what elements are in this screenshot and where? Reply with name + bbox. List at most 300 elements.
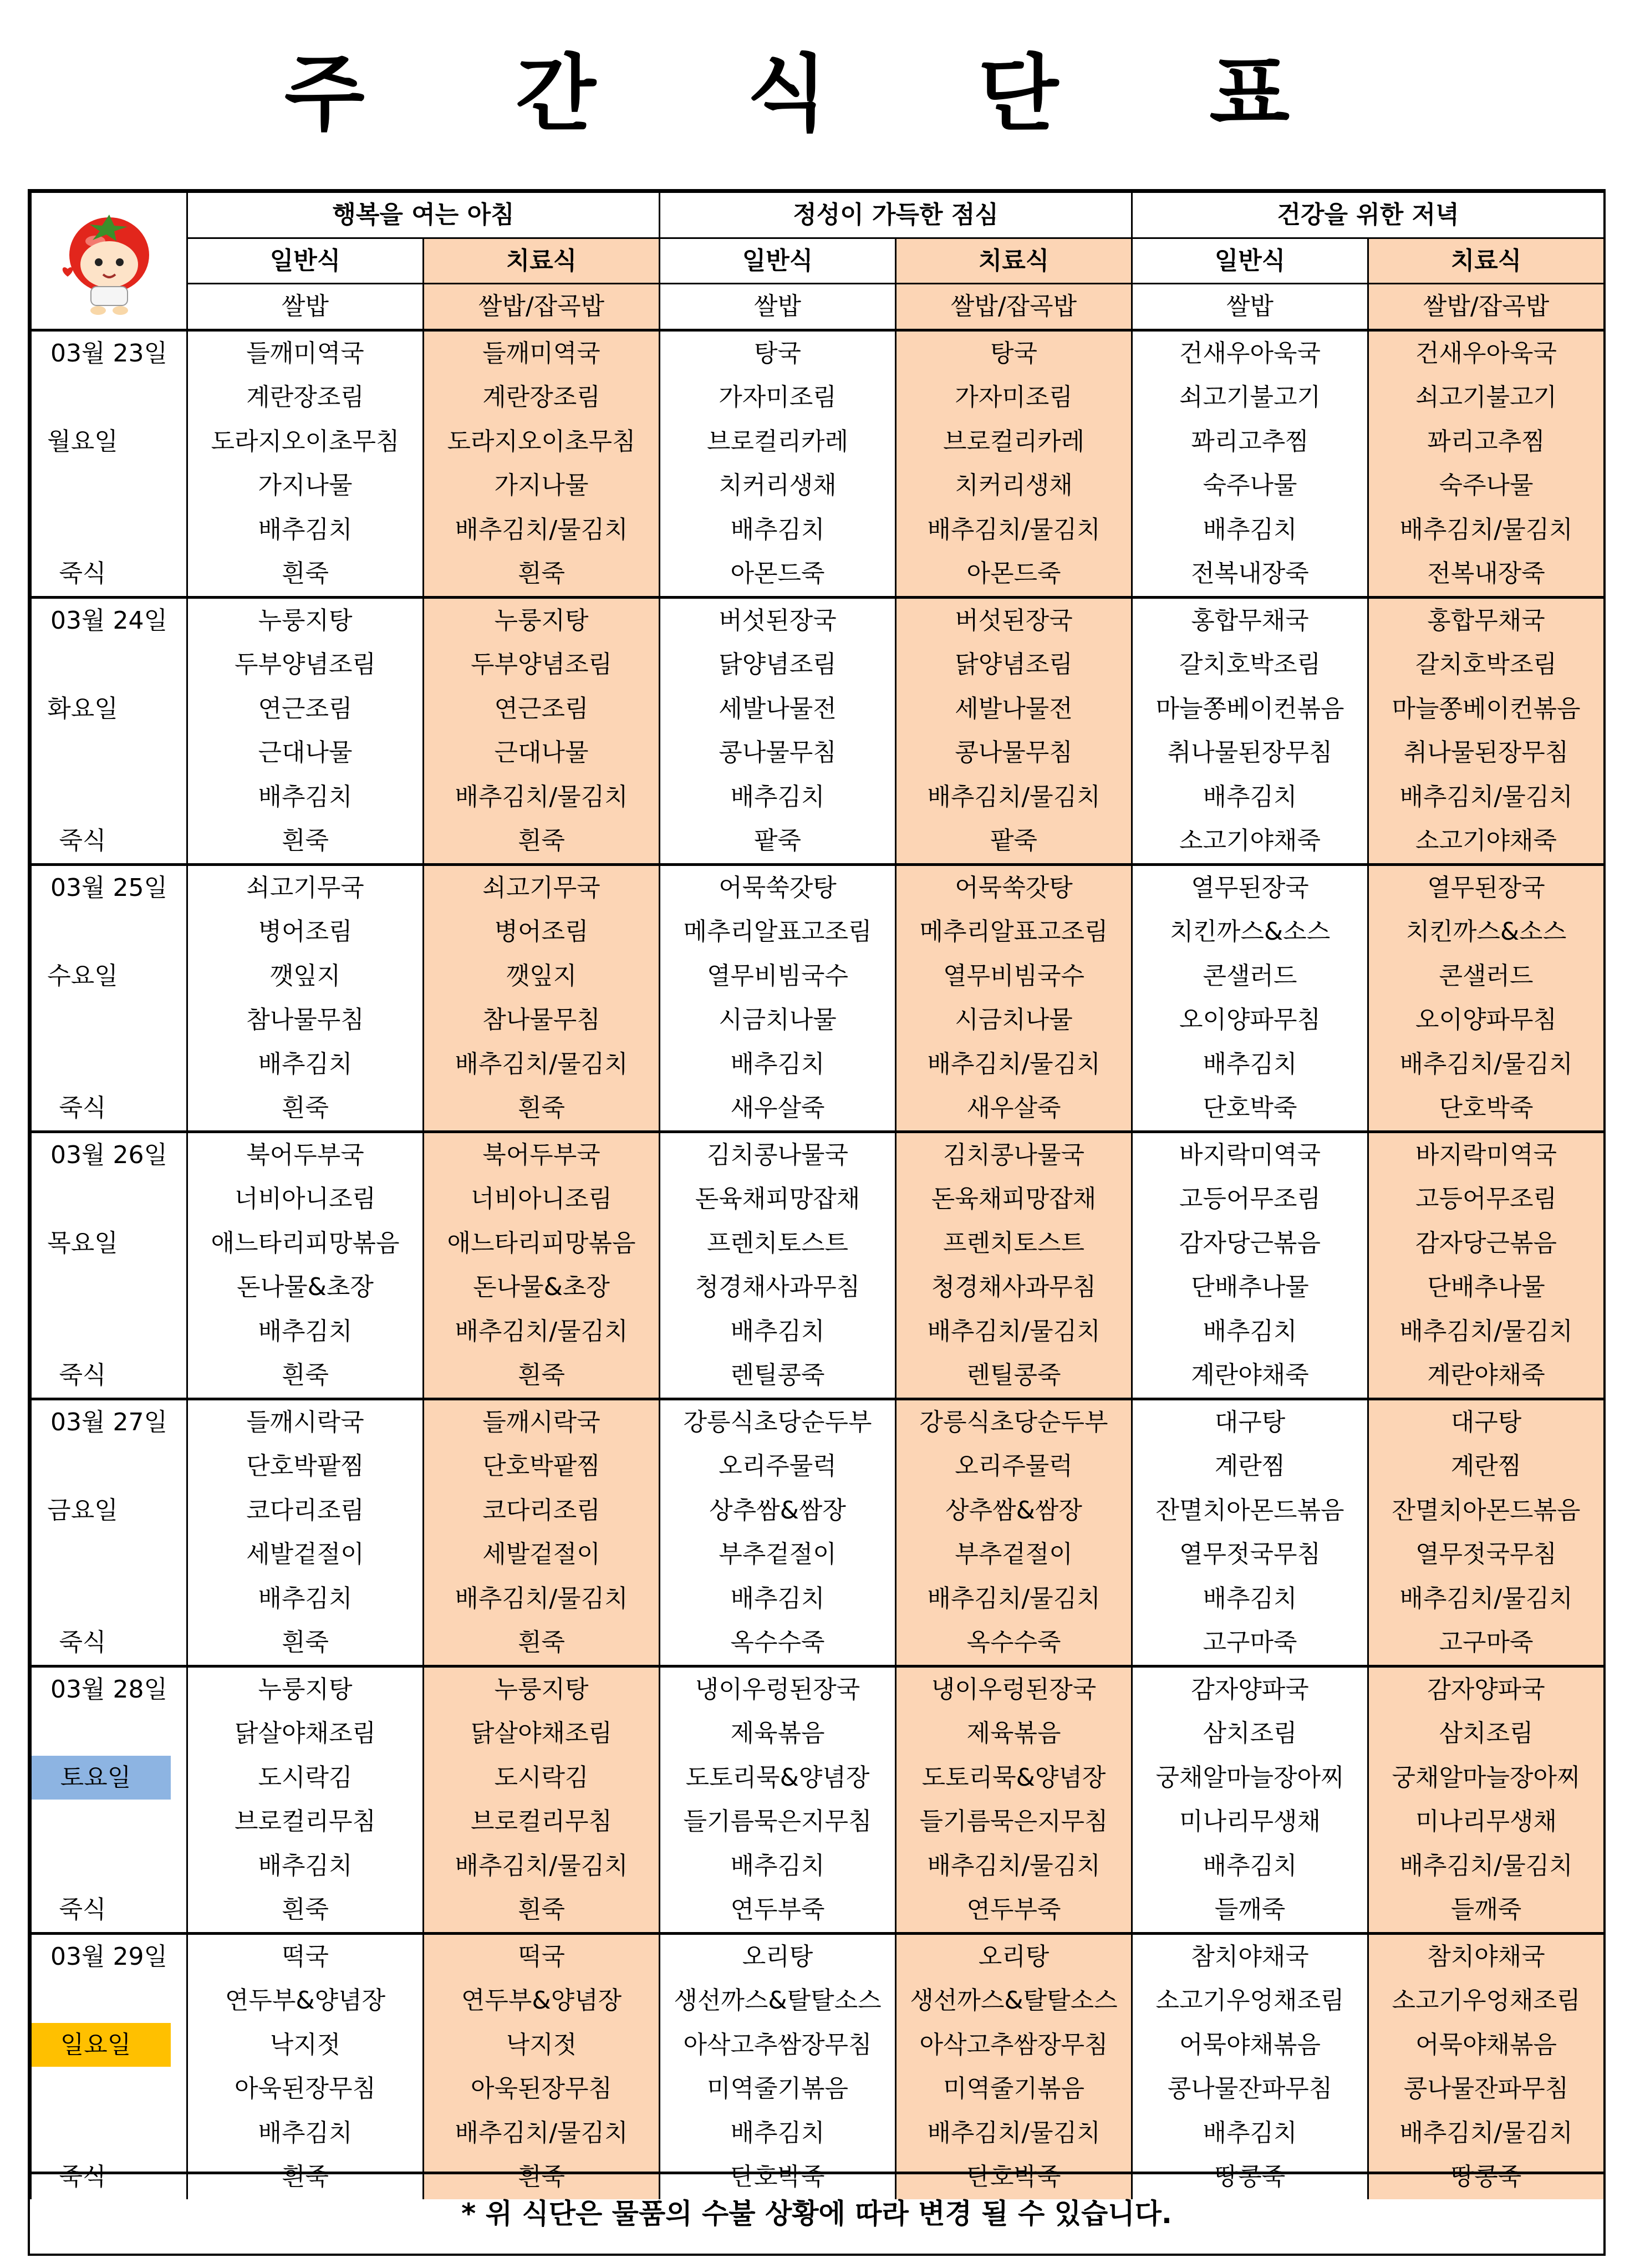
menu-item: 연두부&양념장: [424, 1979, 660, 2023]
menu-item: 두부양념조림: [187, 643, 424, 687]
menu-item: 흰죽: [424, 1620, 660, 1666]
day-label-cell: [31, 375, 187, 420]
menu-item: 도토리묵&양념장: [660, 1756, 896, 1800]
menu-item: 바지락미역국: [1132, 1132, 1368, 1177]
day-label-cell: [31, 508, 187, 552]
menu-item: 배추김치: [660, 1577, 896, 1621]
day-weekday: 목요일: [47, 1229, 118, 1257]
menu-item: 배추김치/물김치: [1368, 1042, 1605, 1087]
day-weekday: 금요일: [47, 1496, 118, 1525]
day-weekday: 토요일: [31, 1756, 171, 1800]
rice-cell: 쌀밥: [660, 284, 896, 330]
day-label-cell: [31, 954, 187, 998]
rice-cell: 쌀밥: [1132, 284, 1368, 330]
menu-item: 누룽지탕: [187, 1666, 424, 1711]
menu-item: 흰죽: [424, 2155, 660, 2199]
table-row: [31, 998, 1605, 1042]
menu-item: 북어두부국: [424, 1132, 660, 1177]
menu-item: 잔멸치아몬드볶음: [1368, 1489, 1605, 1533]
menu-item: 흰죽: [187, 1086, 424, 1132]
menu-item: 참치야채국: [1368, 1933, 1605, 1979]
menu-item: 배추김치/물김치: [1368, 775, 1605, 819]
menu-item: 배추김치/물김치: [1368, 2111, 1605, 2155]
menu-item: 도시락김: [187, 1756, 424, 1800]
menu-item: 마늘쫑베이컨볶음: [1368, 687, 1605, 731]
lunch-header: 정성이 가득한 점심: [660, 192, 1132, 238]
menu-item: 갈치호박조림: [1132, 643, 1368, 687]
menu-item: 누룽지탕: [187, 597, 424, 643]
menu-item: 배추김치/물김치: [896, 2111, 1132, 2155]
menu-item: 배추김치: [1132, 508, 1368, 552]
day-label-cell: [31, 1353, 187, 1399]
menu-item: 배추김치/물김치: [424, 1042, 660, 1087]
menu-item: 대구탕: [1368, 1399, 1605, 1444]
menu-item: 배추김치: [187, 1042, 424, 1087]
menu-item: 배추김치: [1132, 775, 1368, 819]
menu-item: 흰죽: [424, 1353, 660, 1399]
table-row: [31, 775, 1605, 819]
menu-item: 오리주물럭: [660, 1444, 896, 1489]
day-label-cell: [31, 998, 187, 1042]
menu-item: 건새우아욱국: [1368, 330, 1605, 375]
menu-item: 열무된장국: [1132, 864, 1368, 910]
menu-item: 배추김치: [1132, 1042, 1368, 1087]
menu-item: 떡국: [424, 1933, 660, 1979]
menu-item: 세발겉절이: [424, 1532, 660, 1577]
menu-item: 메추리알표고조림: [660, 910, 896, 954]
menu-item: 배추김치/물김치: [424, 2111, 660, 2155]
table-row: [31, 1353, 1605, 1399]
menu-item: 돈나물&초장: [424, 1265, 660, 1309]
menu-item: 애느타리피망볶음: [187, 1221, 424, 1266]
menu-item: 버섯된장국: [896, 597, 1132, 643]
menu-item: 배추김치: [187, 1577, 424, 1621]
menu-item: 청경채사과무침: [660, 1265, 896, 1309]
menu-item: 배추김치/물김치: [424, 1577, 660, 1621]
table-row: [31, 1444, 1605, 1489]
menu-item: 배추김치: [1132, 2111, 1368, 2155]
day-label-cell: [31, 420, 187, 464]
menu-item: 배추김치/물김치: [1368, 1844, 1605, 1888]
menu-item: 배추김치: [1132, 1309, 1368, 1354]
day-label-cell: [31, 1444, 187, 1489]
menu-item: 오이양파무침: [1132, 998, 1368, 1042]
menu-item: 가자미조림: [896, 375, 1132, 420]
table-row: [31, 1086, 1605, 1132]
table-row: [31, 2023, 1605, 2067]
menu-item: 근대나물: [424, 731, 660, 775]
menu-item: 깻잎지: [187, 954, 424, 998]
table-row: [31, 687, 1605, 731]
menu-item: 어묵야채볶음: [1368, 2023, 1605, 2067]
menu-item: 참나물무침: [424, 998, 660, 1042]
day-label-cell: [31, 330, 187, 375]
menu-item: 메추리알표고조림: [896, 910, 1132, 954]
menu-item: 제육볶음: [660, 1711, 896, 1756]
menu-item: 바지락미역국: [1368, 1132, 1605, 1177]
menu-item: 참나물무침: [187, 998, 424, 1042]
menu-item: 흰죽: [424, 819, 660, 864]
table-row: [31, 508, 1605, 552]
table-row: [31, 1933, 1605, 1979]
day-label-cell: [31, 1221, 187, 1266]
day-label-cell: [31, 1042, 187, 1087]
menu-item: 강릉식초당순두부: [660, 1399, 896, 1444]
menu-item: 배추김치/물김치: [424, 1309, 660, 1354]
menu-item: 연두부죽: [896, 1888, 1132, 1933]
menu-item: 소고기야채죽: [1368, 819, 1605, 864]
menu-item: 배추김치: [1132, 1577, 1368, 1621]
menu-item: 단호박팥찜: [424, 1444, 660, 1489]
menu-item: 배추김치: [187, 775, 424, 819]
menu-item: 취나물된장무침: [1368, 731, 1605, 775]
table-row: [31, 1309, 1605, 1354]
day-label-cell: [31, 1577, 187, 1621]
day-label-cell: [31, 1399, 187, 1444]
dinner-header: 건강을 위한 저녁: [1132, 192, 1605, 238]
tomato-mascot-icon: [51, 202, 167, 319]
menu-item: 전복내장죽: [1132, 552, 1368, 597]
menu-item: 배추김치: [187, 1844, 424, 1888]
day-date: 03월 25일: [50, 873, 167, 902]
menu-item: 배추김치: [1132, 1844, 1368, 1888]
menu-item: 계란찜: [1132, 1444, 1368, 1489]
day-date: 03월 28일: [50, 1675, 167, 1704]
menu-item: 도시락김: [424, 1756, 660, 1800]
menu-item: 계란야채죽: [1368, 1353, 1605, 1399]
menu-item: 단호박죽: [660, 2155, 896, 2199]
menu-item: 누룽지탕: [424, 597, 660, 643]
menu-item: 가지나물: [424, 463, 660, 508]
menu-item: 단호박죽: [1368, 1086, 1605, 1132]
menu-item: 강릉식초당순두부: [896, 1399, 1132, 1444]
menu-item: 애느타리피망볶음: [424, 1221, 660, 1266]
day-weekday: 월요일: [47, 427, 118, 456]
menu-item: 흰죽: [424, 1888, 660, 1933]
menu-item: 계란장조림: [424, 375, 660, 420]
day-label-cell: [31, 775, 187, 819]
table-row: [31, 819, 1605, 864]
menu-item: 가지나물: [187, 463, 424, 508]
menu-item: 단배추나물: [1132, 1265, 1368, 1309]
menu-item: 돈육채피망잡채: [896, 1177, 1132, 1221]
day-label-cell: [31, 1666, 187, 1711]
menu-item: 홍합무채국: [1132, 597, 1368, 643]
table-row: [31, 597, 1605, 643]
table-row: [31, 1177, 1605, 1221]
menu-item: 삼치조림: [1132, 1711, 1368, 1756]
rice-cell: 쌀밥/잡곡밥: [896, 284, 1132, 330]
menu-item: 감자당근볶음: [1368, 1221, 1605, 1266]
menu-item: 삼치조림: [1368, 1711, 1605, 1756]
menu-item: 마늘쫑베이컨볶음: [1132, 687, 1368, 731]
menu-item: 계란찜: [1368, 1444, 1605, 1489]
porridge-label: 죽식: [59, 1094, 106, 1122]
menu-item: 건새우아욱국: [1132, 330, 1368, 375]
table-row: [31, 375, 1605, 420]
menu-item: 흰죽: [187, 1888, 424, 1933]
menu-item: 김치콩나물국: [896, 1132, 1132, 1177]
menu-item: 쇠고기불고기: [1368, 375, 1605, 420]
menu-item: 숙주나물: [1368, 463, 1605, 508]
menu-item: 치킨까스&소스: [1368, 910, 1605, 954]
menu-item: 소고기우엉채조림: [1132, 1979, 1368, 2023]
menu-item: 열무젓국무침: [1368, 1532, 1605, 1577]
diet-type-therapy: 치료식: [896, 238, 1132, 284]
menu-item: 들깨시락국: [424, 1399, 660, 1444]
day-label-cell: [31, 552, 187, 597]
menu-item: 옥수수죽: [660, 1620, 896, 1666]
menu-item: 배추김치/물김치: [896, 1844, 1132, 1888]
menu-item: 단호박죽: [896, 2155, 1132, 2199]
table-row: [31, 864, 1605, 910]
menu-item: 계란장조림: [187, 375, 424, 420]
day-label-cell: [31, 1489, 187, 1533]
footer-note: * 위 식단은 물품의 수불 상황에 따라 변경 될 수 있습니다.: [30, 2172, 1603, 2253]
day-label-cell: [31, 731, 187, 775]
menu-item: 냉이우렁된장국: [660, 1666, 896, 1711]
diet-type-general: 일반식: [660, 238, 896, 284]
menu-item: 들깨시락국: [187, 1399, 424, 1444]
menu-item: 고등어무조림: [1132, 1177, 1368, 1221]
rice-cell: 쌀밥: [187, 284, 424, 330]
day-weekday: 수요일: [47, 961, 118, 990]
menu-item: 들깨죽: [1368, 1888, 1605, 1933]
menu-item: 배추김치/물김치: [1368, 508, 1605, 552]
menu-item: 배추김치/물김치: [896, 508, 1132, 552]
day-label-cell: [31, 1800, 187, 1844]
day-label-cell: [31, 910, 187, 954]
table-row: [31, 1711, 1605, 1756]
table-row: [31, 643, 1605, 687]
table-row: [31, 731, 1605, 775]
day-label-cell: [31, 864, 187, 910]
menu-item: 가자미조림: [660, 375, 896, 420]
porridge-label: 죽식: [59, 1628, 106, 1657]
table-row: [31, 1844, 1605, 1888]
menu-item: 어묵쑥갓탕: [896, 864, 1132, 910]
menu-item: 배추김치/물김치: [1368, 1309, 1605, 1354]
menu-item: 흰죽: [187, 2155, 424, 2199]
day-label-cell: [31, 1888, 187, 1933]
table-row: [31, 2111, 1605, 2155]
menu-item: 냉이우렁된장국: [896, 1666, 1132, 1711]
menu-item: 청경채사과무침: [896, 1265, 1132, 1309]
menu-item: 닭양념조림: [896, 643, 1132, 687]
menu-item: 오이양파무침: [1368, 998, 1605, 1042]
menu-item: 새우살죽: [896, 1086, 1132, 1132]
menu-item: 미나리무생채: [1132, 1800, 1368, 1844]
menu-item: 배추김치/물김치: [896, 775, 1132, 819]
menu-item: 미역줄기볶음: [896, 2067, 1132, 2111]
menu-item: 아욱된장무침: [424, 2067, 660, 2111]
table-row: [31, 1221, 1605, 1266]
menu-item: 꽈리고추찜: [1132, 420, 1368, 464]
day-label-cell: [31, 1756, 187, 1800]
menu-item: 탕국: [896, 330, 1132, 375]
menu-item: 단호박팥찜: [187, 1444, 424, 1489]
menu-item: 숙주나물: [1132, 463, 1368, 508]
day-date: 03월 24일: [50, 606, 167, 635]
menu-item: 버섯된장국: [660, 597, 896, 643]
menu-item: 북어두부국: [187, 1132, 424, 1177]
menu-item: 아몬드죽: [660, 552, 896, 597]
menu-item: 낙지젓: [187, 2023, 424, 2067]
menu-item: 어묵야채볶음: [1132, 2023, 1368, 2067]
menu-item: 홍합무채국: [1368, 597, 1605, 643]
menu-item: 세발나물전: [660, 687, 896, 731]
table-row: [31, 1042, 1605, 1087]
menu-item: 배추김치: [660, 1042, 896, 1087]
menu-item: 감자양파국: [1132, 1666, 1368, 1711]
table-row: [31, 1888, 1605, 1933]
menu-item: 고구마죽: [1368, 1620, 1605, 1666]
menu-item: 돈나물&초장: [187, 1265, 424, 1309]
menu-item: 미역줄기볶음: [660, 2067, 896, 2111]
menu-item: 치킨까스&소스: [1132, 910, 1368, 954]
menu-item: 팥죽: [660, 819, 896, 864]
menu-item: 병어조림: [424, 910, 660, 954]
menu-item: 아욱된장무침: [187, 2067, 424, 2111]
menu-item: 배추김치: [187, 1309, 424, 1354]
table-row: [31, 1979, 1605, 2023]
menu-item: 브로컬리카레: [896, 420, 1132, 464]
menu-item: 렌틸콩죽: [896, 1353, 1132, 1399]
menu-item: 근대나물: [187, 731, 424, 775]
day-date: 03월 29일: [50, 1942, 167, 1971]
menu-item: 시금치나물: [660, 998, 896, 1042]
menu-item: 흰죽: [424, 1086, 660, 1132]
menu-item: 세발겉절이: [187, 1532, 424, 1577]
menu-item: 흰죽: [424, 552, 660, 597]
diet-type-general: 일반식: [187, 238, 424, 284]
menu-item: 열무비빔국수: [660, 954, 896, 998]
day-label-cell: [31, 2111, 187, 2155]
menu-item: 열무된장국: [1368, 864, 1605, 910]
table-row: [31, 1666, 1605, 1711]
menu-item: 잔멸치아몬드볶음: [1132, 1489, 1368, 1533]
menu-item: 연두부&양념장: [187, 1979, 424, 2023]
table-row: [31, 1620, 1605, 1666]
menu-item: 콩나물무침: [660, 731, 896, 775]
menu-item: 아삭고추쌈장무침: [896, 2023, 1132, 2067]
day-label-cell: [31, 1711, 187, 1756]
menu-item: 상추쌈&쌈장: [896, 1489, 1132, 1533]
weekly-menu-table: [30, 191, 1605, 2199]
menu-item: 열무젓국무침: [1132, 1532, 1368, 1577]
day-label-cell: [31, 643, 187, 687]
day-label-cell: [31, 1844, 187, 1888]
menu-item: 도토리묵&양념장: [896, 1756, 1132, 1800]
menu-item: 감자양파국: [1368, 1666, 1605, 1711]
menu-item: 배추김치: [187, 508, 424, 552]
menu-item: 두부양념조림: [424, 643, 660, 687]
menu-item: 배추김치/물김치: [896, 1042, 1132, 1087]
porridge-label: 죽식: [59, 559, 106, 588]
menu-item: 낙지젓: [424, 2023, 660, 2067]
menu-item: 세발나물전: [896, 687, 1132, 731]
menu-item: 닭양념조림: [660, 643, 896, 687]
menu-item: 배추김치: [660, 508, 896, 552]
menu-item: 흰죽: [187, 819, 424, 864]
table-row: [31, 1577, 1605, 1621]
day-date: 03월 26일: [50, 1140, 167, 1169]
day-label-cell: [31, 1177, 187, 1221]
day-label-cell: [31, 1979, 187, 2023]
menu-item: 배추김치: [660, 1309, 896, 1354]
diet-type-therapy: 치료식: [1368, 238, 1605, 284]
porridge-label: 죽식: [59, 827, 106, 855]
menu-item: 배추김치: [660, 1844, 896, 1888]
menu-item: 콘샐러드: [1132, 954, 1368, 998]
menu-item: 브로컬리무침: [187, 1800, 424, 1844]
day-weekday: 화요일: [47, 694, 118, 723]
menu-item: 들깨미역국: [187, 330, 424, 375]
menu-item: 꽈리고추찜: [1368, 420, 1605, 464]
menu-item: 부추겉절이: [660, 1532, 896, 1577]
day-label-cell: [31, 687, 187, 731]
menu-item: 궁채알마늘장아찌: [1368, 1756, 1605, 1800]
day-label-cell: [31, 463, 187, 508]
table-row: [31, 910, 1605, 954]
menu-item: 땅콩죽: [1132, 2155, 1368, 2199]
menu-item: 떡국: [187, 1933, 424, 1979]
menu-item: 치커리생채: [660, 463, 896, 508]
menu-item: 배추김치: [187, 2111, 424, 2155]
menu-item: 돈육채피망잡채: [660, 1177, 896, 1221]
menu-item: 김치콩나물국: [660, 1132, 896, 1177]
menu-item: 들깨죽: [1132, 1888, 1368, 1933]
day-label-cell: [31, 2023, 187, 2067]
porridge-label: 죽식: [59, 1895, 106, 1924]
menu-item: 연두부죽: [660, 1888, 896, 1933]
day-label-cell: [31, 597, 187, 643]
table-row: [31, 463, 1605, 508]
menu-item: 콩나물잔파무침: [1132, 2067, 1368, 2111]
menu-item: 연근조림: [187, 687, 424, 731]
menu-item: 배추김치: [660, 2111, 896, 2155]
menu-item: 생선까스&탈탈소스: [660, 1979, 896, 2023]
menu-item: 상추쌈&쌈장: [660, 1489, 896, 1533]
table-row: [31, 1132, 1605, 1177]
day-label-cell: [31, 1132, 187, 1177]
menu-item: 제육볶음: [896, 1711, 1132, 1756]
day-label-cell: [31, 1265, 187, 1309]
day-weekday: 일요일: [31, 2023, 171, 2067]
day-label-cell: [31, 1309, 187, 1354]
menu-item: 생선까스&탈탈소스: [896, 1979, 1132, 2023]
table-row: [31, 1532, 1605, 1577]
menu-item: 오리탕: [896, 1933, 1132, 1979]
menu-item: 흰죽: [187, 1620, 424, 1666]
day-label-cell: [31, 1532, 187, 1577]
menu-item: 쇠고기불고기: [1132, 375, 1368, 420]
table-row: [31, 330, 1605, 375]
menu-item: 오리탕: [660, 1933, 896, 1979]
menu-item: 연근조림: [424, 687, 660, 731]
menu-item: 콩나물잔파무침: [1368, 2067, 1605, 2111]
menu-item: 팥죽: [896, 819, 1132, 864]
menu-item: 콘샐러드: [1368, 954, 1605, 998]
menu-item: 배추김치: [660, 775, 896, 819]
menu-item: 병어조림: [187, 910, 424, 954]
menu-item: 너비아니조림: [424, 1177, 660, 1221]
table-row: [31, 1800, 1605, 1844]
menu-item: 쇠고기무국: [187, 864, 424, 910]
menu-item: 코다리조림: [424, 1489, 660, 1533]
day-label-cell: [31, 1933, 187, 1979]
menu-item: 궁채알마늘장아찌: [1132, 1756, 1368, 1800]
